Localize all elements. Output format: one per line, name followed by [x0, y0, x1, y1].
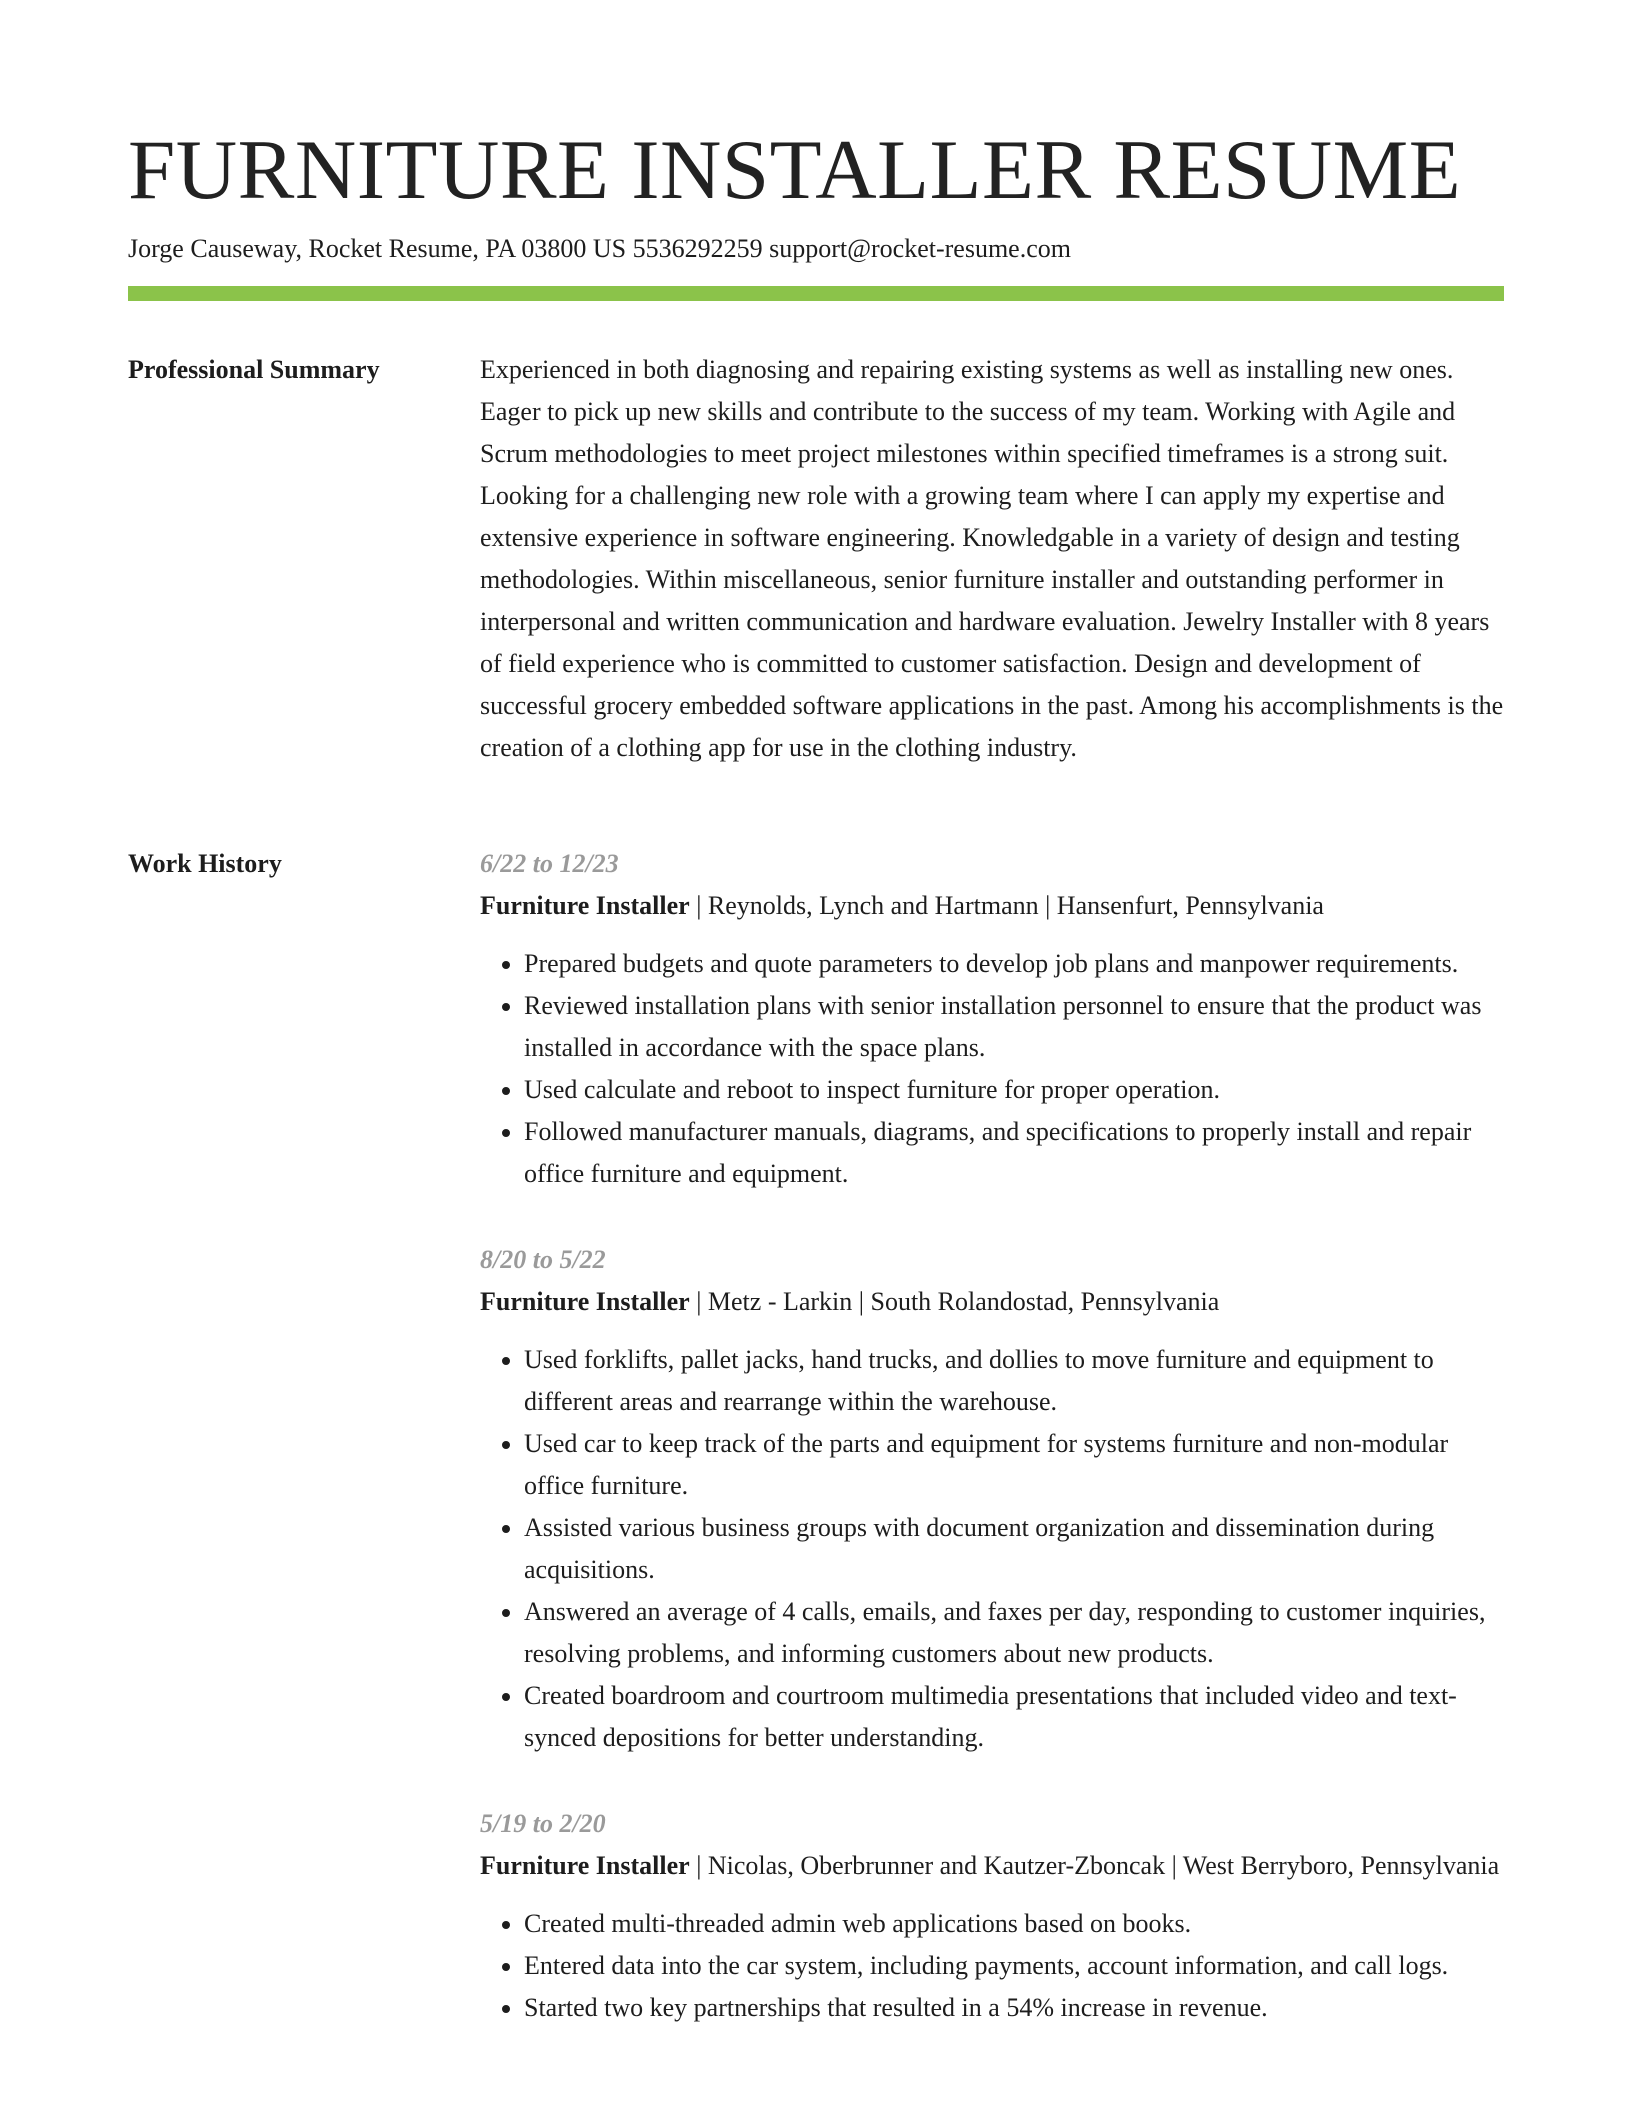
resume-title: FURNITURE INSTALLER RESUME [128, 123, 1462, 217]
summary-body [480, 349, 1504, 769]
job-entry [480, 1239, 1504, 1759]
job-heading [480, 1281, 1504, 1323]
job-duty-item: • Prepared budgets and quote parameters to develop job plans and manpower requirements. [524, 943, 1504, 985]
job-dates: 6/22 to 12/23 [480, 849, 619, 878]
job-title: Furniture Installer [480, 891, 690, 920]
header-divider [128, 286, 1504, 301]
work-history-label: Work History [128, 849, 282, 878]
job-entry [480, 1803, 1504, 2029]
job-duty-item: • Started two key partnerships that resulted in a 54% increase in revenue. [524, 1987, 1504, 2029]
job-title: Furniture Installer [480, 1851, 690, 1880]
summary-text: Experienced in both diagnosing and repairing existing systems as well as installing new ones. Eager to pick up new skills and contribute to the success of my team. Working with Agile and Scrum methodologies to meet project milestones within specified timeframes is a strong suit. Looking for a challenging new role with a growing team where I can apply my expertise and extensive experience in software engineering. Knowledgable in a variety of design and testing methodologies. Within miscellaneous, senior furniture installer and outstanding performer in interpersonal and written communication and hardware evaluation. Jewelry Installer with 8 years of field experience who is committed to customer satisfaction. Design and development of successful grocery embedded software applications in the past. Among his accomplishments is the creation of a clothing app for use in the clothing industry. [480, 355, 1504, 762]
job-heading [480, 885, 1504, 927]
job-entry [480, 843, 1504, 1195]
job-dates: 8/20 to 5/22 [480, 1245, 606, 1274]
summary-label: Professional Summary [128, 355, 380, 384]
job-employer-location: | Reynolds, Lynch and Hartmann | Hansenfurt, Pennsylvania [689, 891, 1324, 920]
job-duties [480, 1903, 1504, 2029]
job-duty-item: • Entered data into the car system, including payments, account information, and call logs. [524, 1945, 1504, 1987]
job-duty-item: • Created multi-threaded admin web applications based on books. [524, 1903, 1504, 1945]
job-duties [480, 1339, 1504, 1759]
job-duties [480, 943, 1504, 1195]
job-duty-item: • Followed manufacturer manuals, diagrams, and specifications to properly install and repair office furniture and equipment. [524, 1111, 1504, 1195]
job-duty-item: • Answered an average of 4 calls, emails, and faxes per day, responding to customer inquiries, resolving problems, and informing customers about new products. [524, 1591, 1504, 1675]
work-history-body [480, 843, 1504, 2073]
job-duty-item: • Reviewed installation plans with senior installation personnel to ensure that the product was installed in accordance with the space plans. [524, 985, 1504, 1069]
job-duty-item: • Used forklifts, pallet jacks, hand trucks, and dollies to move furniture and equipment to different areas and rearrange within the warehouse. [524, 1339, 1504, 1423]
contact-line: Jorge Causeway, Rocket Resume, PA 03800 US 5536292259 support@rocket-resume.com [128, 234, 1071, 263]
job-duty-item: • Used calculate and reboot to inspect furniture for proper operation. [524, 1069, 1504, 1111]
job-employer-location: | Metz - Larkin | South Rolandostad, Pennsylvania [689, 1287, 1220, 1316]
job-duty-item: • Created boardroom and courtroom multimedia presentations that included video and text-synced depositions for better understanding. [524, 1675, 1504, 1759]
job-dates: 5/19 to 2/20 [480, 1809, 606, 1838]
job-duty-item: • Assisted various business groups with document organization and dissemination during acquisitions. [524, 1507, 1504, 1591]
job-duty-item: • Used car to keep track of the parts and equipment for systems furniture and non-modular office furniture. [524, 1423, 1504, 1507]
job-heading [480, 1845, 1504, 1887]
job-employer-location: | Nicolas, Oberbrunner and Kautzer-Zboncak | West Berryboro, Pennsylvania [689, 1851, 1500, 1880]
job-title: Furniture Installer [480, 1287, 690, 1316]
